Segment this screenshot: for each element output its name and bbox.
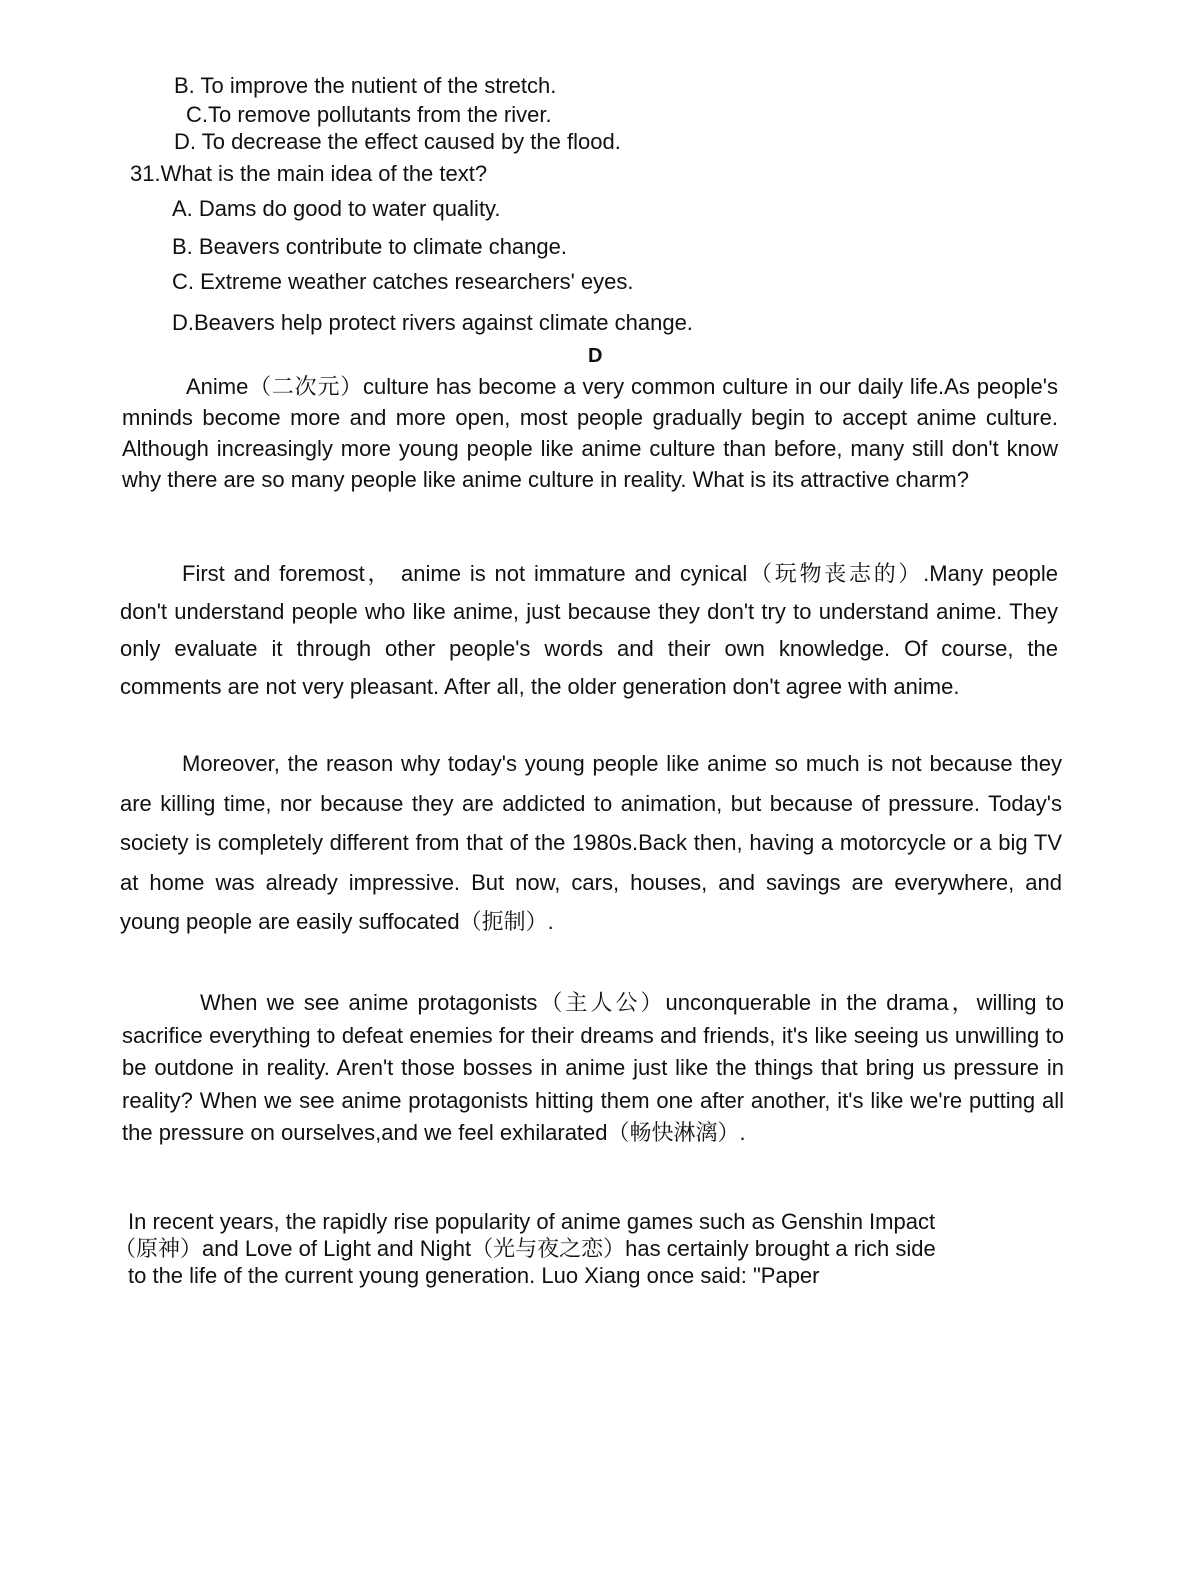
passage-paragraph-5-line-3: to the life of the current young generation. Luo Xiang once said: "Paper — [128, 1263, 820, 1288]
q31-option-d: D.Beavers help protect rivers against climate change. — [172, 310, 693, 335]
q30-option-c: C.To remove pollutants from the river. — [186, 102, 552, 127]
q30-option-b: B. To improve the nutient of the stretch. — [174, 73, 557, 98]
q31-option-b: B. Beavers contribute to climate change. — [172, 234, 567, 259]
passage-paragraph-5-line-1: In recent years, the rapidly rise popularity of anime games such as Genshin Impact — [128, 1209, 936, 1234]
passage-paragraph-3: Moreover, the reason why today's young people like anime so much is not because they are killing time, nor because they are addicted to animation, but because of pressure. Today's society is completely different from that of the 1980s.Back then, having a motorcycle or a big TV at home was already impressive. But now, cars, houses, and savings are everywhere, and young people are easily suffocated（扼制）. — [120, 751, 1062, 934]
passage-paragraph-4: When we see anime protagonists（主人公）unconquerable in the drama，willing to sacrifice everything to defeat enemies for their dreams and friends, it's like seeing us unwilling to be outdone in reality. Aren't those bosses in anime just like the things that bring us pressure in reality? When we see anime protagonists hitting them one after another, it's like we're putting all the pressure on ourselves,and we feel exhilarated（畅快淋漓）. — [122, 990, 1064, 1145]
passage-paragraph-1: Anime（二次元）culture has become a very common culture in our daily life.As people's mninds become more and more open, most people gradually begin to accept anime culture. Although increasingly more young people like anime culture than before, many still don't know why there are so many people like anime culture in reality. What is its attractive charm? — [122, 374, 1058, 492]
passage-paragraph-2: First and foremost， anime is not immature and cynical（玩物丧志的）.Many people don't understand people who like anime, just because they don't try to understand anime. They only evaluate it through other people's words and their own knowledge. Of course, the comments are not very pleasant. After all, the older generation don't agree with anime. — [120, 561, 1058, 699]
q31-option-a: A. Dams do good to water quality. — [172, 196, 501, 221]
q30-option-d: D. To decrease the effect caused by the flood. — [174, 129, 621, 154]
passage-d-heading: D — [588, 345, 603, 367]
q31-option-c: C. Extreme weather catches researchers' eyes. — [172, 269, 634, 294]
q31-question: 31.What is the main idea of the text? — [130, 161, 488, 186]
passage-paragraph-5-line-2: （原神）and Love of Light and Night（光与夜之恋）has certainly brought a rich side — [114, 1236, 936, 1261]
